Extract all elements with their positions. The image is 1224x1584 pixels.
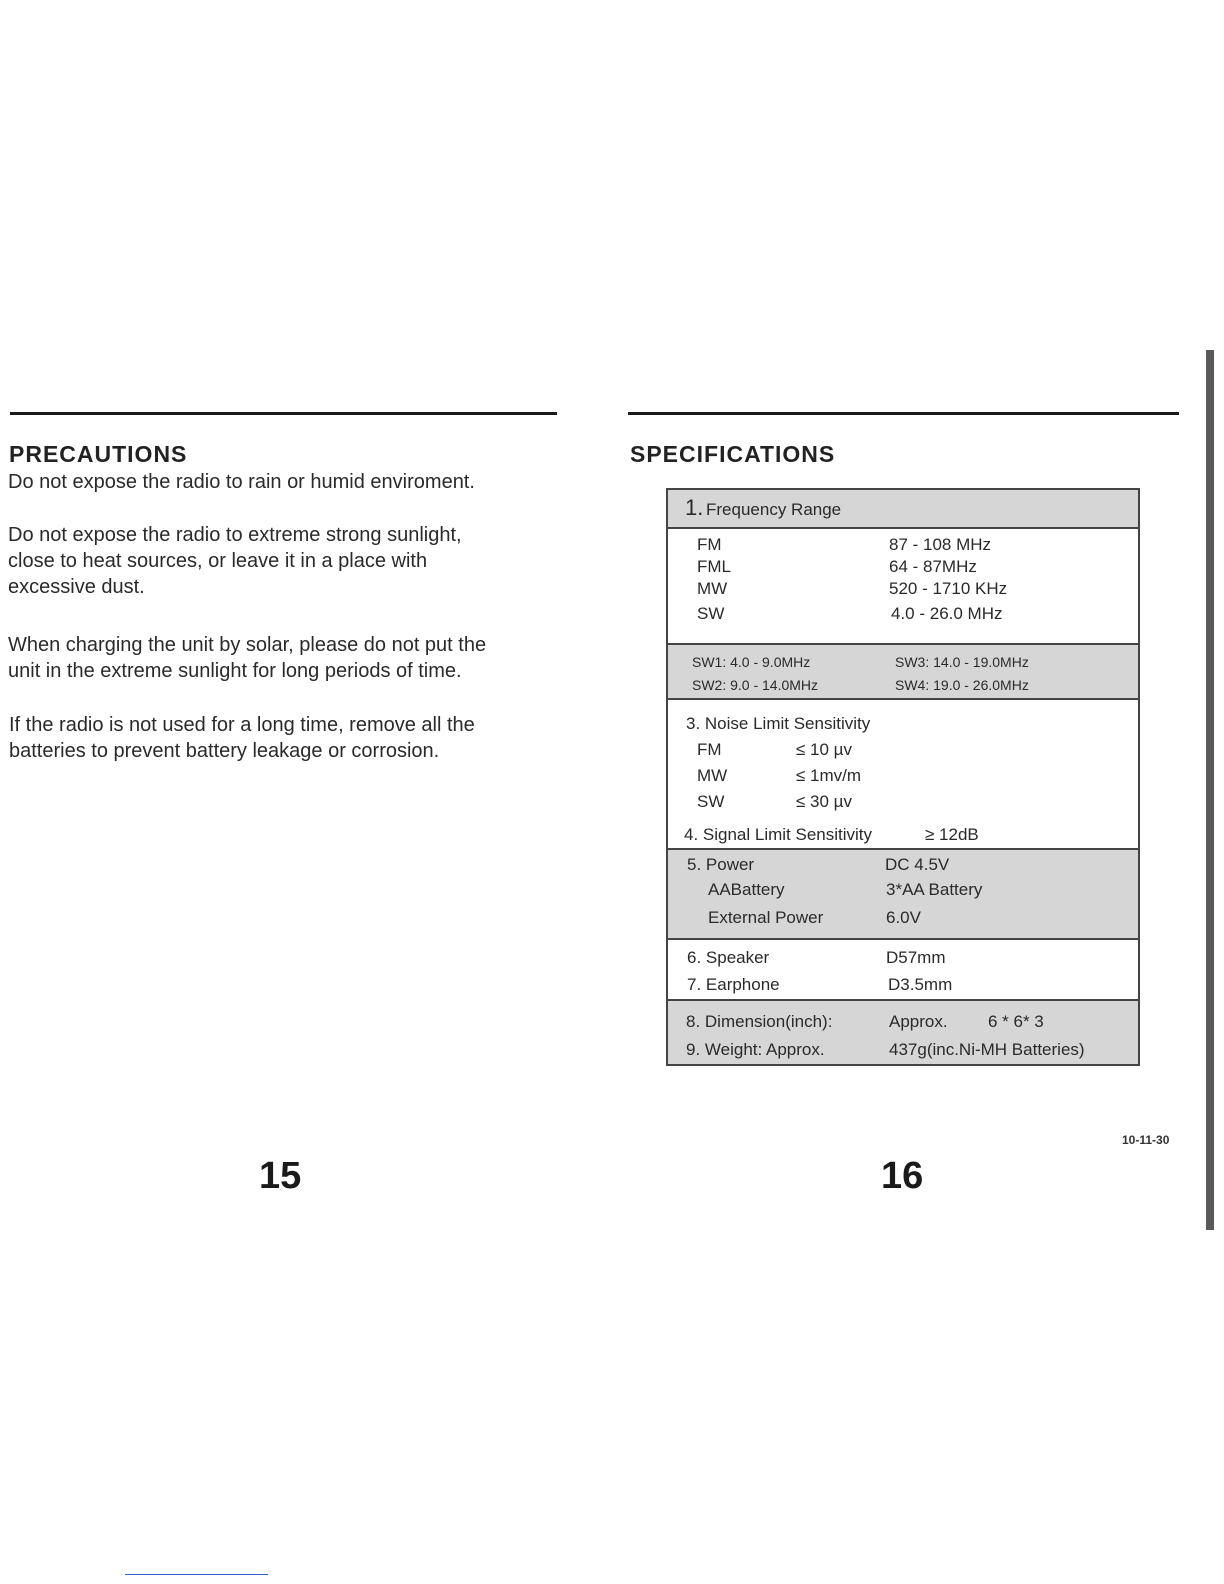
sw-subbands: [668, 643, 1138, 698]
precaution-line: unit in the extreme sunlight for long periods of time.: [8, 660, 462, 682]
noise-label: FM: [697, 740, 722, 759]
specifications-table: [666, 488, 1140, 1066]
noise-label: SW: [697, 792, 725, 811]
precaution-line: excessive dust.: [8, 576, 145, 598]
precaution-line: If the radio is not used for a long time, remove all the: [9, 714, 475, 736]
power-value: DC 4.5V: [885, 855, 950, 874]
frequency-range-header: [668, 490, 1138, 527]
signal-value: ≥ 12dB: [925, 825, 979, 844]
precaution-line: batteries to prevent battery leakage or corrosion.: [9, 740, 440, 762]
band-value: 520 - 1710 KHz: [889, 579, 1008, 598]
band-label: FM: [697, 535, 722, 554]
earphone-label: 7. Earphone: [687, 975, 780, 994]
left-top-rule: [10, 412, 557, 415]
weight-label: 9. Weight: Approx.: [686, 1040, 825, 1059]
power-value: 3*AA Battery: [886, 880, 983, 899]
earphone-value: D3.5mm: [888, 975, 953, 994]
precaution-line: Do not expose the radio to extreme strong sunlight,: [8, 524, 462, 546]
precaution-line: When charging the unit by solar, please do not put the: [8, 634, 487, 656]
noise-value: ≤ 1mv/m: [796, 766, 862, 785]
power-label: 5. Power: [687, 855, 755, 874]
precaution-paragraph: [8, 522, 462, 600]
weight-value: 437g(inc.Ni-MH Batteries): [889, 1040, 1085, 1059]
noise-signal-section: [668, 698, 1138, 848]
sw-band: SW3: 14.0 - 19.0MHz: [895, 654, 1029, 670]
precaution-line: close to heat sources, or leave it in a place with: [8, 550, 428, 572]
power-label: AABattery: [708, 880, 785, 899]
sw-band: SW1: 4.0 - 9.0MHz: [692, 654, 811, 670]
noise-value: ≤ 30 µv: [796, 792, 852, 811]
dimension-label: 8. Dimension(inch):: [686, 1012, 833, 1031]
dimension-approx: Approx.: [889, 1012, 948, 1031]
speaker-value: D57mm: [886, 948, 946, 967]
print-code: 10-11-30: [1122, 1133, 1170, 1147]
sw-band: SW2: 9.0 - 14.0MHz: [692, 677, 819, 693]
power-section: [668, 848, 1138, 938]
dimension-value: 6 * 6* 3: [988, 1012, 1044, 1031]
page-number-right: 16: [881, 1155, 924, 1197]
band-label: MW: [697, 579, 728, 598]
band-value: 87 - 108 MHz: [889, 535, 992, 554]
band-value: 64 - 87MHz: [889, 557, 977, 576]
dimension-weight-section: [668, 999, 1138, 1064]
right-edge-bar: [1206, 350, 1214, 1230]
band-value: 4.0 - 26.0 MHz: [891, 604, 1003, 623]
precaution-line: Do not expose the radio to rain or humid enviroment.: [8, 471, 475, 493]
freq-title-num: 1.: [685, 495, 704, 520]
noise-label: MW: [697, 766, 728, 785]
specifications-heading: SPECIFICATIONS: [630, 441, 836, 467]
precaution-paragraph: [8, 632, 486, 684]
freq-title: Frequency Range: [706, 500, 842, 519]
frequency-bands: [668, 527, 1138, 643]
sw-band: SW4: 19.0 - 26.0MHz: [895, 677, 1029, 693]
noise-value: ≤ 10 µv: [796, 740, 852, 759]
signal-label: 4. Signal Limit Sensitivity: [684, 825, 873, 844]
power-label: External Power: [708, 908, 824, 927]
speaker-earphone-section: [668, 938, 1138, 999]
precautions-heading: PRECAUTIONS: [9, 441, 188, 467]
noise-title: 3. Noise Limit Sensitivity: [686, 714, 871, 733]
band-label: SW: [697, 604, 725, 623]
precaution-paragraph: [8, 469, 475, 495]
right-top-rule: [628, 412, 1179, 415]
power-value: 6.0V: [886, 908, 921, 927]
bottom-underline: [125, 1574, 268, 1575]
page-number-left: 15: [259, 1155, 302, 1197]
precaution-paragraph: [9, 712, 475, 764]
band-label: FML: [697, 557, 731, 576]
speaker-label: 6. Speaker: [687, 948, 770, 967]
